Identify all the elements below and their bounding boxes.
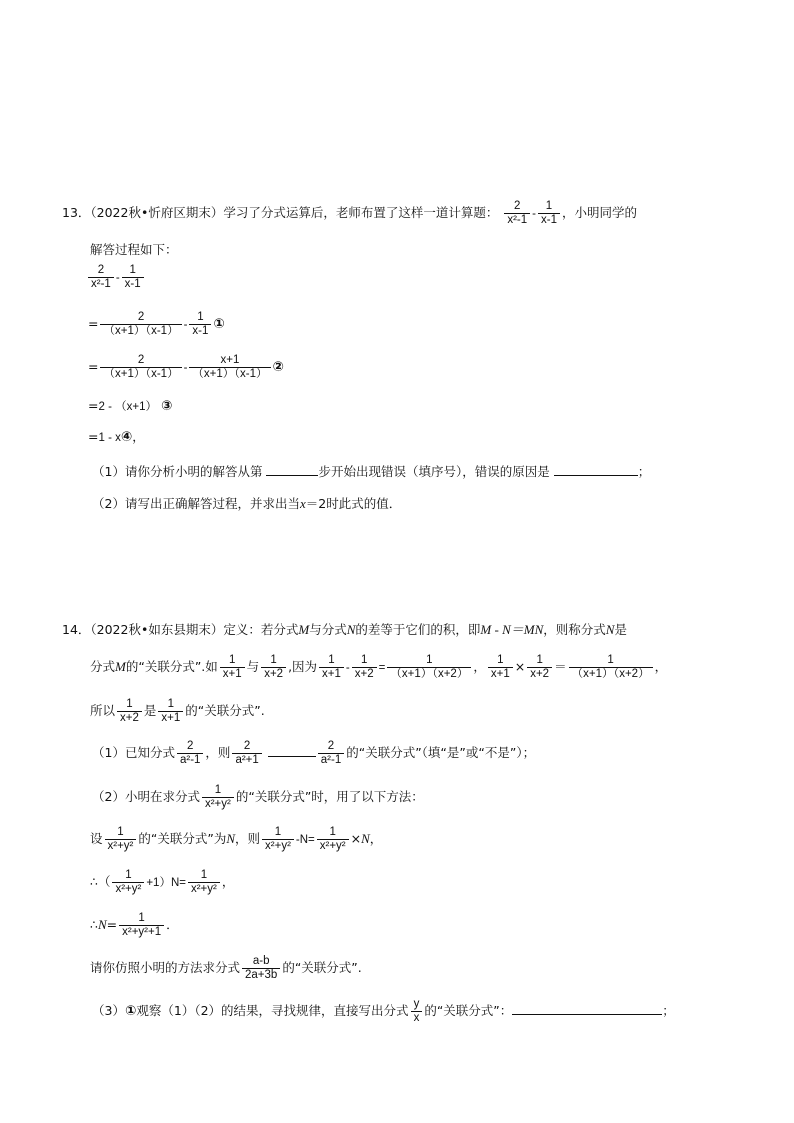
answer-blank-is-or-not[interactable] [268,744,316,757]
q13-sub2: （2）请写出正确解答过程，并求出当x＝2时此式的值． [92,496,402,511]
q13-sub1: （1）请你分析小明的解答从第 步开始出现错误（填序号），错误的原因是 ； [92,464,651,479]
q14-line2: 分式M的“关联分式”.如 $\frac{1}{x+1}$ 与 $\frac{1}{x+2}$ ,因为 $\frac{1}{x+1}$ - $\frac{1}{x+2}$ = $\frac{1}{(x+1)(x+2)}$ ， $\frac{1}{x+1}$ × $\frac{1}{x+2}$ ＝ $\frac{1}{(x+1)(x+2)}$ ， [90,654,668,680]
q13-step-4: =1 - x④， [88,429,145,445]
step-marker-2: ② [272,359,284,375]
q13-source: （2022秋•忻府区期末） [90,205,224,220]
answer-blank-related-fraction[interactable] [512,1002,662,1015]
q14-part1: （1）已知分式 $\frac{2}{\text{a²-1}}$ ，则 $\frac{2}{\text{a²+1}}$ $\frac{2}{\text{a²-1}}$ 的“关联分式”（填“是”或“不是”）； [92,740,536,766]
q14-method-step-2: ∴（ $\frac{1}{\text{x²+y²}}$ +1）N= $\frac{1}{\text{x²+y²}}$ ， [90,869,235,895]
q14-line3: 所以 $\frac{1}{x+2}$ 是 $\frac{1}{x+1}$ 的“关联分式”. [90,698,265,724]
q14-method-step-4: 请你仿照小明的方法求分式 $\frac{a-b}{2a+3b}$ 的“关联分式”. [90,955,362,981]
q14-method-step-1: 设 $\frac{1}{\text{x²+y²}}$ 的“关联分式”为N，则 $\frac{1}{\text{x²+y²}}$ -N= $\frac{1}{\text{x²+y²}}$ ×N， [90,826,383,852]
q14-source: （2022秋•如东县期末） [90,622,224,637]
q13-step-1: = $\frac{2}{(x+1)(x-1)}$ - $\frac{1}{x-1}$ ① [88,311,225,337]
definition-formula: M - N＝MN [480,622,544,637]
q13-process-label: 解答过程如下： [90,242,178,257]
q13-step-0: $\frac{2}{\text{x²-1}}$ - $\frac{1}{x-1}$ [86,264,146,291]
q14-line1: 14．（2022秋•如东县期末）定义：若分式M与分式N的差等于它们的积，即M - N＝MN，则称分式N是 [62,622,627,637]
q13-expr-fraction-1: $\frac{2}{\text{x²-1}}$ [504,200,530,227]
q13-intro: 学习了分式运算后，老师布置了这样一道计算题： [223,205,499,220]
sub-marker-1: ① [124,1003,137,1019]
q13-line1: 13．（2022秋•忻府区期末）学习了分式运算后，老师布置了这样一道计算题： $\frac{2}{\text{x²-1}}$ - $\frac{1}{x-1}$ ，小明同学的 [62,200,637,226]
q13-step-2: = $\frac{2}{(x+1)(x-1)}$ - $\frac{x+1}{(x+1)(x-1)}$ ② [88,354,284,380]
q14-method-step-3: ∴N= $\frac{1}{\text{x²+y²+1}}$ ． [90,912,179,938]
q14-part2: （2）小明在求分式 $\frac{1}{\text{x²+y²}}$ 的“关联分式”时，用了以下方法： [92,784,424,810]
q13-number: 13． [62,205,91,220]
answer-blank-reason[interactable] [554,463,638,476]
q13-expr-fraction-2: $\frac{1}{x-1}$ [538,200,560,227]
q14-part3: （3）①观察（1）（2）的结果，寻找规律，直接写出分式 $\frac{y}{x}$ 的“关联分式”： ； [92,998,675,1024]
answer-blank-step[interactable] [266,463,318,476]
q13-step-3: =2 - （x+1） ③ [88,398,173,414]
step-marker-4: ④ [120,429,133,445]
q14-number: 14． [62,622,91,637]
step-marker-1: ① [213,316,225,332]
step-marker-3: ③ [160,398,173,414]
